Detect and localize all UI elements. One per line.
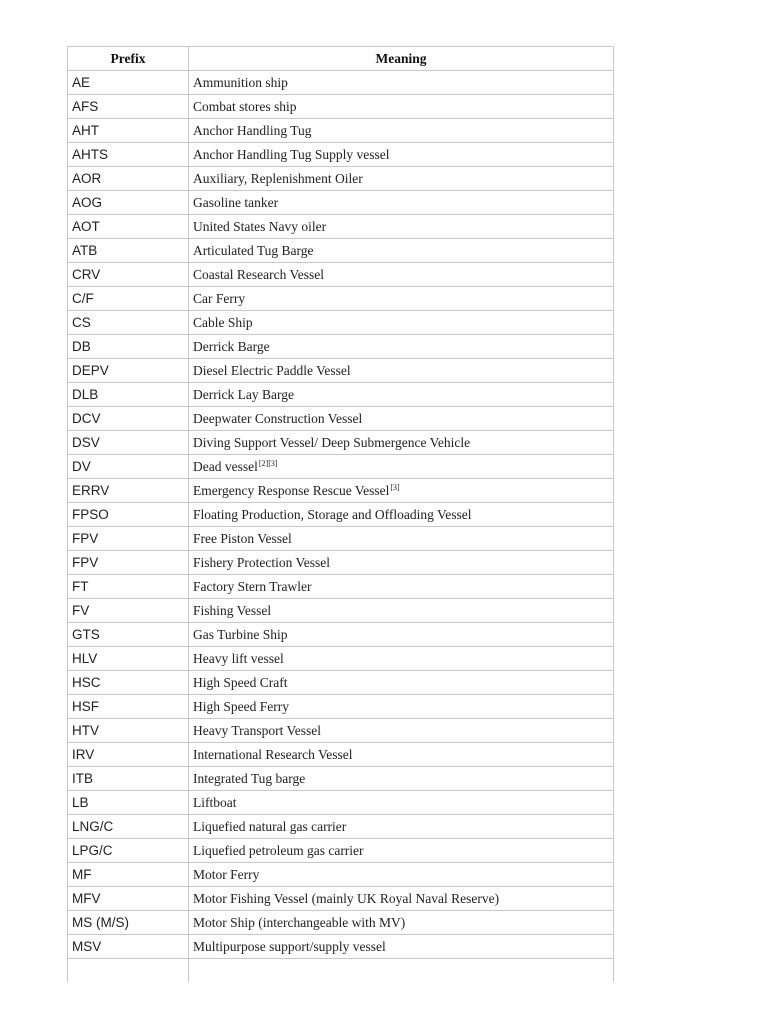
meaning-cell <box>189 431 614 455</box>
meaning-text: Liquefied petroleum gas carrier <box>193 843 364 858</box>
prefix-cell: ATB <box>68 239 189 263</box>
meaning-text: Gas Turbine Ship <box>193 627 288 642</box>
meaning-cell <box>189 767 614 791</box>
meaning-cell <box>189 959 614 983</box>
meaning-text: Liftboat <box>193 795 237 810</box>
prefix-cell: DV <box>68 455 189 479</box>
prefix-cell: AFS <box>68 95 189 119</box>
table-row <box>68 647 614 671</box>
meaning-cell <box>189 263 614 287</box>
prefix-cell: DCV <box>68 407 189 431</box>
prefix-cell: ITB <box>68 767 189 791</box>
prefix-cell: MS (M/S) <box>68 911 189 935</box>
meaning-cell <box>189 623 614 647</box>
meaning-text: Liquefied natural gas carrier <box>193 819 347 834</box>
table-row <box>68 191 614 215</box>
meaning-cell <box>189 455 614 479</box>
meaning-text: Auxiliary, Replenishment Oiler <box>193 171 363 186</box>
meaning-text: Motor Ship (interchangeable with MV) <box>193 915 406 930</box>
prefix-cell: IRV <box>68 743 189 767</box>
table-row <box>68 599 614 623</box>
prefix-cell: MFV <box>68 887 189 911</box>
table-body <box>68 71 614 983</box>
meaning-cell <box>189 407 614 431</box>
meaning-text: Anchor Handling Tug Supply vessel <box>193 147 390 162</box>
prefix-cell: FPV <box>68 551 189 575</box>
meaning-text: High Speed Ferry <box>193 699 289 714</box>
meaning-text: Free Piston Vessel <box>193 531 292 546</box>
table-row <box>68 503 614 527</box>
prefix-cell: LB <box>68 791 189 815</box>
prefix-cell: FV <box>68 599 189 623</box>
meaning-text: Diving Support Vessel/ Deep Submergence Vehicle <box>193 435 471 450</box>
column-header-prefix: Prefix <box>68 47 189 71</box>
table-row <box>68 95 614 119</box>
meaning-text: Ammunition ship <box>193 75 288 90</box>
meaning-cell <box>189 551 614 575</box>
meaning-cell <box>189 383 614 407</box>
meaning-cell <box>189 479 614 503</box>
meaning-cell <box>189 359 614 383</box>
table-row <box>68 479 614 503</box>
table-row <box>68 239 614 263</box>
table-row <box>68 359 614 383</box>
table-row <box>68 119 614 143</box>
meaning-cell <box>189 599 614 623</box>
prefix-cell: DLB <box>68 383 189 407</box>
table-row <box>68 455 614 479</box>
prefix-cell: C/F <box>68 287 189 311</box>
table-row <box>68 839 614 863</box>
meaning-text: Dead vessel <box>193 459 258 474</box>
table-row <box>68 167 614 191</box>
prefix-cell: FPV <box>68 527 189 551</box>
meaning-cell <box>189 239 614 263</box>
meaning-cell <box>189 215 614 239</box>
meaning-text: United States Navy oiler <box>193 219 327 234</box>
meaning-text: Fishery Protection Vessel <box>193 555 330 570</box>
table-row <box>68 911 614 935</box>
prefix-cell: CRV <box>68 263 189 287</box>
meaning-text: Floating Production, Storage and Offloading Vessel <box>193 507 472 522</box>
prefix-cell: DEPV <box>68 359 189 383</box>
table-row <box>68 335 614 359</box>
prefix-cell: AOG <box>68 191 189 215</box>
meaning-text: Articulated Tug Barge <box>193 243 314 258</box>
meaning-text: Derrick Lay Barge <box>193 387 294 402</box>
prefix-cell: DSV <box>68 431 189 455</box>
table-row <box>68 407 614 431</box>
prefix-cell: HSF <box>68 695 189 719</box>
meaning-cell <box>189 119 614 143</box>
meaning-text: Heavy lift vessel <box>193 651 284 666</box>
meaning-text: Anchor Handling Tug <box>193 123 312 138</box>
meaning-cell <box>189 575 614 599</box>
meaning-text: Motor Ferry <box>193 867 260 882</box>
table-row <box>68 71 614 95</box>
meaning-text: Car Ferry <box>193 291 246 306</box>
prefix-cell: LPG/C <box>68 839 189 863</box>
meaning-cell <box>189 503 614 527</box>
meaning-text: Gasoline tanker <box>193 195 279 210</box>
meaning-text: High Speed Craft <box>193 675 288 690</box>
table-row <box>68 935 614 959</box>
meaning-text: Factory Stern Trawler <box>193 579 312 594</box>
prefix-cell: HSC <box>68 671 189 695</box>
prefix-cell <box>68 959 189 983</box>
meaning-text: Deepwater Construction Vessel <box>193 411 363 426</box>
meaning-text: Multipurpose support/supply vessel <box>193 939 386 954</box>
meaning-cell <box>189 911 614 935</box>
prefix-cell: FT <box>68 575 189 599</box>
meaning-cell <box>189 167 614 191</box>
table-row <box>68 815 614 839</box>
table-row <box>68 623 614 647</box>
prefix-cell: CS <box>68 311 189 335</box>
meaning-cell <box>189 311 614 335</box>
prefix-cell: GTS <box>68 623 189 647</box>
prefix-cell: MSV <box>68 935 189 959</box>
prefix-cell: AE <box>68 71 189 95</box>
meaning-text: Fishing Vessel <box>193 603 272 618</box>
table-row <box>68 743 614 767</box>
meaning-text: Cable Ship <box>193 315 253 330</box>
meaning-cell <box>189 695 614 719</box>
prefix-cell: HTV <box>68 719 189 743</box>
meaning-cell <box>189 95 614 119</box>
table-header-row <box>68 47 614 71</box>
meaning-text: Emergency Response Rescue Vessel <box>193 483 390 498</box>
prefix-cell: ERRV <box>68 479 189 503</box>
prefix-cell: FPSO <box>68 503 189 527</box>
table-row <box>68 215 614 239</box>
citation-reference-link[interactable]: [2][3] <box>258 459 278 468</box>
citation-reference-link[interactable]: [3] <box>390 483 400 492</box>
table-row <box>68 431 614 455</box>
table-row <box>68 143 614 167</box>
meaning-text: Motor Fishing Vessel (mainly UK Royal Naval Reserve) <box>193 891 500 906</box>
table-row <box>68 575 614 599</box>
meaning-text: Derrick Barge <box>193 339 270 354</box>
table-row <box>68 695 614 719</box>
column-header-meaning: Meaning <box>189 47 614 71</box>
table-row <box>68 287 614 311</box>
table-row <box>68 719 614 743</box>
meaning-cell <box>189 863 614 887</box>
meaning-text: Heavy Transport Vessel <box>193 723 321 738</box>
table-row <box>68 383 614 407</box>
prefix-cell: AOT <box>68 215 189 239</box>
prefix-cell: AHTS <box>68 143 189 167</box>
table-row <box>68 263 614 287</box>
prefix-cell: AOR <box>68 167 189 191</box>
table-row <box>68 311 614 335</box>
prefix-cell: HLV <box>68 647 189 671</box>
meaning-cell <box>189 143 614 167</box>
ship-prefix-table <box>67 46 614 982</box>
table-row <box>68 887 614 911</box>
meaning-cell <box>189 719 614 743</box>
table-row <box>68 551 614 575</box>
table-row <box>68 863 614 887</box>
meaning-cell <box>189 671 614 695</box>
meaning-cell <box>189 743 614 767</box>
prefix-cell: DB <box>68 335 189 359</box>
meaning-cell <box>189 647 614 671</box>
prefix-cell: LNG/C <box>68 815 189 839</box>
meaning-cell <box>189 335 614 359</box>
prefix-cell: AHT <box>68 119 189 143</box>
meaning-cell <box>189 815 614 839</box>
meaning-text: Integrated Tug barge <box>193 771 306 786</box>
meaning-cell <box>189 287 614 311</box>
table-row-partial <box>68 959 614 983</box>
table-row <box>68 527 614 551</box>
meaning-text: International Research Vessel <box>193 747 353 762</box>
table-row <box>68 671 614 695</box>
meaning-cell <box>189 71 614 95</box>
meaning-cell <box>189 791 614 815</box>
table-row <box>68 791 614 815</box>
meaning-cell <box>189 527 614 551</box>
meaning-cell <box>189 839 614 863</box>
meaning-cell <box>189 887 614 911</box>
meaning-text: Diesel Electric Paddle Vessel <box>193 363 351 378</box>
meaning-text: Combat stores ship <box>193 99 297 114</box>
meaning-text: Coastal Research Vessel <box>193 267 324 282</box>
meaning-cell <box>189 191 614 215</box>
table-row <box>68 767 614 791</box>
prefix-cell: MF <box>68 863 189 887</box>
meaning-cell <box>189 935 614 959</box>
